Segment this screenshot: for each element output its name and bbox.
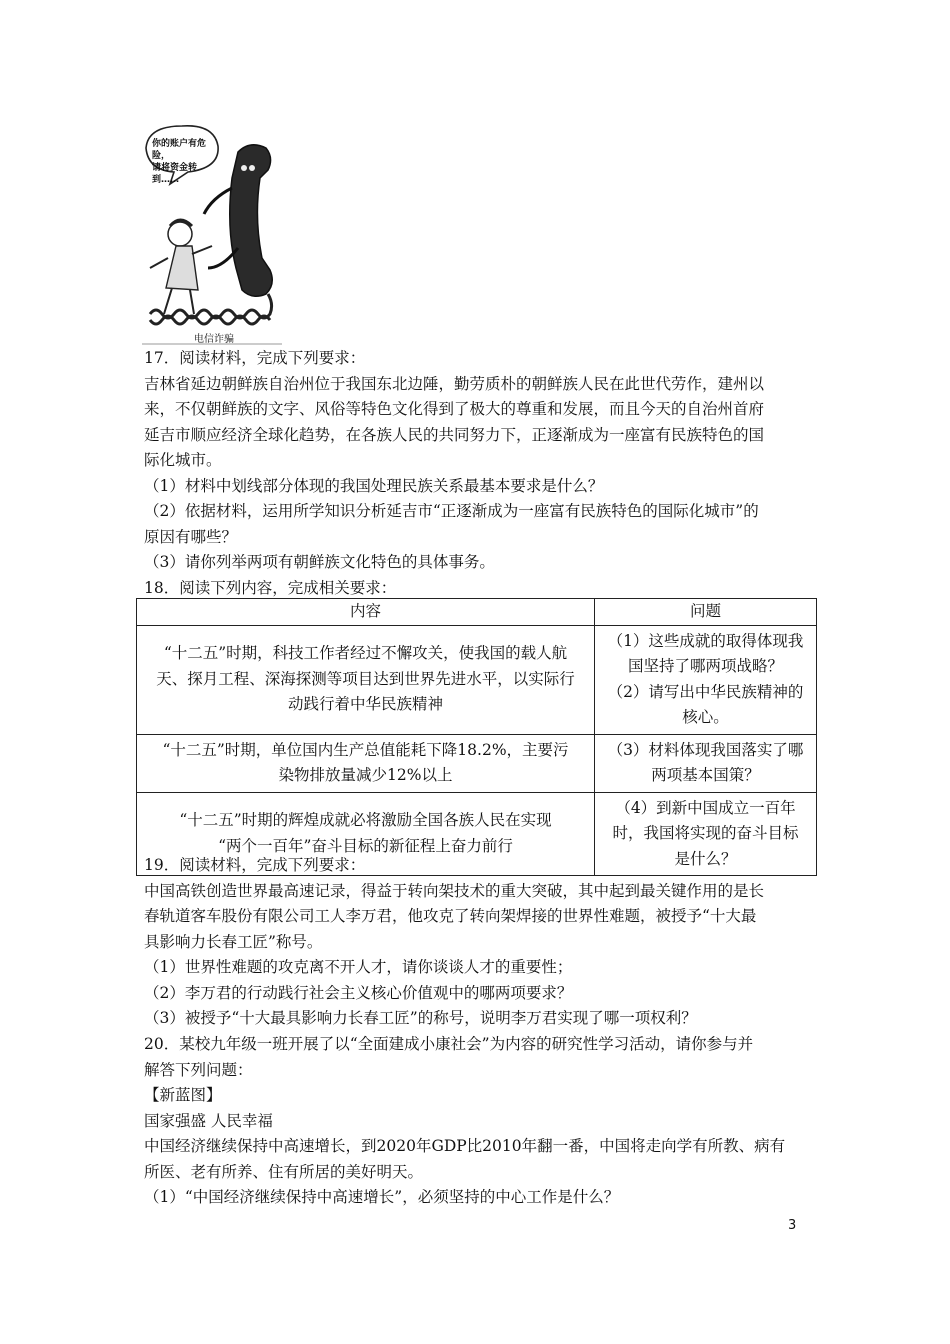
q20-line: 【新蓝图】: [144, 1086, 222, 1104]
q19-line: 中国高铁创造世界最高速记录，得益于转向架技术的重大突破，其中起到最关键作用的是长: [144, 881, 765, 900]
cell-line: 国坚持了哪两项战略？: [627, 657, 783, 675]
q17-line: 17．阅读材料，完成下列要求：: [144, 349, 366, 367]
bubble-line: 请将资金转到……: [152, 163, 198, 185]
question-17: [144, 346, 816, 576]
telecom-fraud-cartoon: [142, 118, 282, 348]
cell-line: “十二五”时期的辉煌成就必将激励全国各族人民在实现: [179, 811, 552, 830]
cell-line: （2）请写出中华民族精神的: [607, 682, 804, 701]
cell-line: 染物排放量减少12%以上: [278, 766, 453, 784]
q20-line: 所医、老有所养、住有所居的美好明天。: [144, 1162, 424, 1181]
question-cell: [595, 625, 817, 734]
cell-line: 两项基本国策？: [651, 766, 760, 784]
q17-line: 吉林省延边朝鲜族自治州位于我国东北边陲，勤劳质朴的朝鲜族人民在此世代劳作，建州以: [144, 374, 765, 393]
q17-line: （3）请你列举两项有朝鲜族文化特色的具体事务。: [144, 553, 495, 571]
q20-line: 20．某校九年级一班开展了以“全面建成小康社会”为内容的研究性学习活动，请你参与并: [144, 1035, 754, 1053]
q17-line: （2）依据材料，运用所学知识分析延吉市“正逐渐成为一座富有民族特色的国际化城市”的: [144, 502, 759, 520]
cell-line: 动践行着中华民族精神: [287, 695, 443, 714]
question-cell: [595, 734, 817, 792]
cell-line: （1）这些成就的取得体现我: [607, 631, 804, 650]
q17-line: 原因有哪些？: [144, 527, 238, 546]
q17-line: 延吉市顺应经济全球化趋势，在各族人民的共同努力下，正逐渐成为一座富有民族特色的国: [144, 425, 765, 444]
question-20: [144, 1032, 816, 1211]
q17-line: 来，不仅朝鲜族的文字、风俗等特色文化得到了极大的尊重和发展，而且今天的自治州首府: [144, 400, 765, 418]
q17-line: （1）材料中划线部分体现的我国处理民族关系最基本要求是什么？: [144, 476, 604, 495]
header-content: 内容: [137, 599, 595, 626]
page-number: 3: [788, 1218, 797, 1233]
bubble-line: 你的账户有危险，: [152, 139, 207, 161]
cartoon-caption: 电信诈骗: [194, 334, 234, 345]
q17-line: 际化城市。: [144, 451, 222, 469]
speech-bubble-text: [152, 138, 218, 186]
question-19: [144, 853, 816, 1032]
table-row: [137, 625, 817, 734]
cell-line: 是什么？: [674, 849, 737, 868]
table-header-row: [137, 599, 817, 626]
q18-table: [136, 598, 817, 876]
cell-line: 时，我国将实现的奋斗目标: [612, 824, 799, 842]
cell-line: 核心。: [682, 708, 729, 726]
cell-line: （4）到新中国成立一百年: [615, 798, 796, 817]
q18-title: 18．阅读下列内容，完成相关要求：: [144, 579, 397, 597]
q20-line: 中国经济继续保持中高速增长，到2020年GDP比2010年翻一番，中国将走向学有所教、病有: [144, 1137, 786, 1155]
q19-line: （1）世界性难题的攻克离不开人才，请你谈谈人才的重要性；: [144, 958, 573, 976]
q19-line: 春轨道客车股份有限公司工人李万君，他攻克了转向架焊接的世界性难题，被授予“十大最: [144, 907, 757, 925]
q19-line: 具影响力长春工匠”称号。: [144, 932, 323, 951]
table-row: [137, 734, 817, 792]
content-cell: [137, 625, 595, 734]
q19-line: （3）被授予“十大最具影响力长春工匠”的称号，说明李万君实现了哪一项权利？: [144, 1009, 697, 1027]
cell-line: “十二五”时期，单位国内生产总值能耗下降18.2%，主要污: [162, 740, 569, 759]
cell-line: “十二五”时期，科技工作者经过不懈攻关，使我国的载人航: [163, 644, 568, 663]
q19-line: （2）李万君的行动践行社会主义核心价值观中的哪两项要求？: [144, 983, 573, 1002]
q19-line: 19．阅读材料，完成下列要求：: [144, 856, 366, 874]
header-question: 问题: [595, 599, 817, 626]
content-cell: [137, 734, 595, 792]
q20-line: 国家强盛 人民幸福: [144, 1111, 273, 1130]
cell-line: “两个一百年”奋斗目标的新征程上奋力前行: [218, 836, 513, 855]
cell-line: （3）材料体现我国落实了哪: [607, 740, 804, 759]
cell-line: 天、探月工程、深海探测等项目达到世界先进水平，以实际行: [156, 669, 575, 688]
q20-line: （1）“中国经济继续保持中高速增长”，必须坚持的中心工作是什么？: [144, 1188, 620, 1206]
q20-line: 解答下列问题：: [144, 1060, 253, 1079]
